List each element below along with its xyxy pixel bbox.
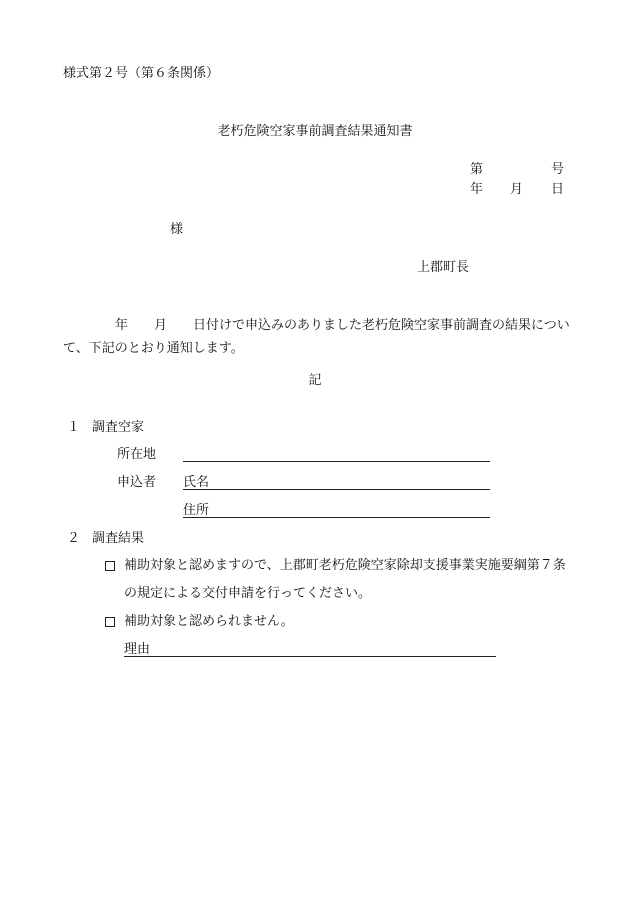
- date-month: 月: [510, 182, 524, 197]
- form-number: 様式第２号（第６条関係）: [63, 66, 220, 81]
- reason-underline: [124, 656, 496, 657]
- document-title: 老朽危険空家事前調査結果通知書: [217, 124, 413, 139]
- location-label: 所在地: [117, 447, 157, 462]
- section1-heading: 調査空家: [92, 420, 145, 435]
- reason-label: 理由: [124, 642, 151, 657]
- doc-number-prefix: 第: [470, 162, 484, 177]
- checkbox-icon: [105, 561, 115, 571]
- ki-marker: 記: [308, 373, 322, 388]
- name-label: 氏名: [183, 475, 210, 490]
- eligible-option-line2: の規定による交付申請を行ってください。: [124, 586, 372, 601]
- addressee-suffix: 様: [170, 222, 184, 237]
- ineligible-checkbox[interactable]: [105, 615, 115, 631]
- eligible-option-line1: 補助対象と認めますので、上郡町老朽危険空家除却支援事業実施要綱第７条: [124, 558, 566, 573]
- section1-number: １: [67, 420, 81, 435]
- checkbox-icon: [105, 617, 115, 627]
- date-day: 日: [551, 182, 565, 197]
- doc-number-suffix: 号: [551, 162, 565, 177]
- body-text: 日付けで申込みのありました老朽危険空家事前調査の結果について、下記のとおり通知します。: [63, 318, 570, 356]
- applicant-label: 申込者: [117, 475, 157, 490]
- ineligible-option: 補助対象と認められません。: [124, 614, 294, 629]
- date-year: 年: [470, 182, 484, 197]
- section2-heading: 調査結果: [92, 531, 145, 546]
- address-label: 住所: [183, 503, 210, 518]
- section2-number: ２: [67, 531, 81, 546]
- body-month: 月: [154, 318, 168, 333]
- body-year: 年: [115, 318, 129, 333]
- location-underline: [183, 461, 490, 462]
- eligible-checkbox[interactable]: [105, 559, 115, 575]
- name-underline: [183, 489, 490, 490]
- body-paragraph: [63, 314, 578, 360]
- address-underline: [183, 517, 490, 518]
- issuer: 上郡町長: [417, 260, 470, 275]
